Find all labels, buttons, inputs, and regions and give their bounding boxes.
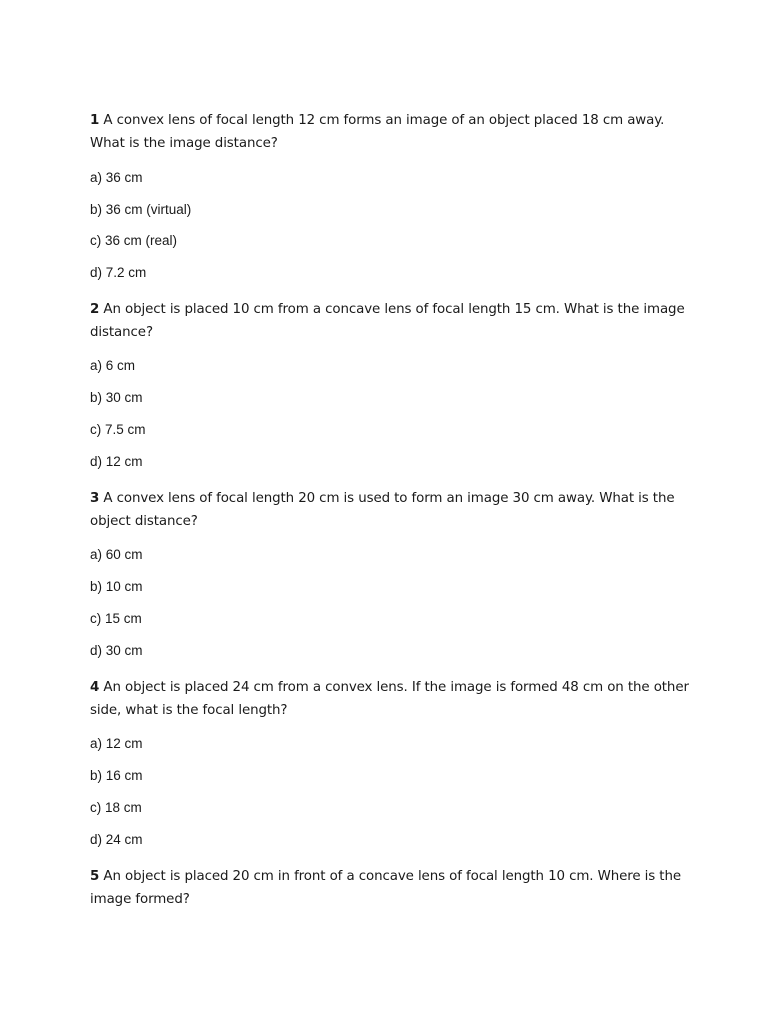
question-1-option-d: d) 7.2 cm <box>90 265 147 280</box>
question-3-option-d: d) 30 cm <box>90 643 143 658</box>
question-4-text: An object is placed 24 cm from a convex lens. If the image is formed 48 cm on the other side, what is the focal length? <box>90 680 689 718</box>
question-3 <box>90 487 690 533</box>
question-5-number: 5 <box>90 869 100 884</box>
question-4-number: 4 <box>90 680 100 695</box>
question-4-option-c: c) 18 cm <box>90 800 142 815</box>
question-2-option-a: a) 6 cm <box>90 358 136 373</box>
question-3-option-c: c) 15 cm <box>90 611 142 626</box>
question-1-text: A convex lens of focal length 12 cm forms an image of an object placed 18 cm away. What is the image distance? <box>90 113 665 151</box>
question-3-text: A convex lens of focal length 20 cm is used to form an image 30 cm away. What is the object distance? <box>90 491 675 529</box>
question-1 <box>90 109 690 155</box>
question-1-text-block <box>90 109 690 155</box>
question-2-option-b: b) 30 cm <box>90 390 143 405</box>
question-4-option-d: d) 24 cm <box>90 832 143 847</box>
question-2-option-d: d) 12 cm <box>90 454 143 469</box>
question-2-option-c: c) 7.5 cm <box>90 422 146 437</box>
question-5 <box>90 865 690 911</box>
question-1-option-c: c) 36 cm (real) <box>90 233 178 248</box>
question-5-text-block <box>90 865 690 911</box>
question-5-text: An object is placed 20 cm in front of a concave lens of focal length 10 cm. Where is the image formed? <box>90 869 681 907</box>
question-3-number: 3 <box>90 491 100 506</box>
question-2 <box>90 298 690 344</box>
question-4 <box>90 676 690 722</box>
question-1-option-a: a) 36 cm <box>90 170 143 185</box>
question-3-option-a: a) 60 cm <box>90 547 143 562</box>
question-2-text: An object is placed 10 cm from a concave lens of focal length 15 cm. What is the image distance? <box>90 302 685 340</box>
question-3-option-b: b) 10 cm <box>90 579 143 594</box>
question-4-text-block <box>90 676 690 722</box>
question-1-number: 1 <box>90 113 100 128</box>
question-4-option-b: b) 16 cm <box>90 768 143 783</box>
question-4-option-a: a) 12 cm <box>90 736 143 751</box>
question-3-text-block <box>90 487 690 533</box>
question-2-text-block <box>90 298 690 344</box>
question-2-number: 2 <box>90 302 100 317</box>
question-1-option-b: b) 36 cm (virtual) <box>90 202 192 217</box>
